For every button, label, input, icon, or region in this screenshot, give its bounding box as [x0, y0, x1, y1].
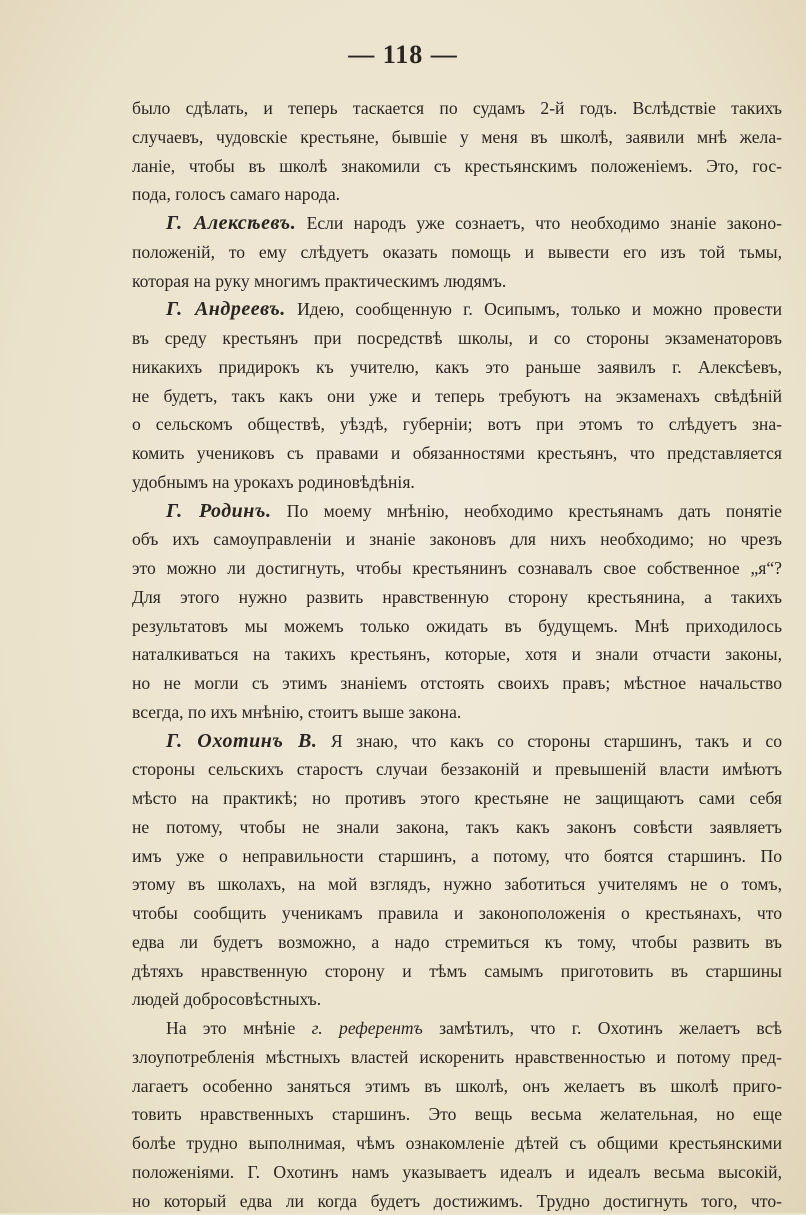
line-text: но не могли съ этимъ знаніемъ отстоять своихъ правъ; мѣстное начальство	[132, 673, 782, 693]
line-text: дѣтяхъ нравственную сторону и тѣмъ самымъ приготовить въ старшины	[132, 961, 782, 981]
line-text: лагаетъ особенно заняться этимъ въ школѣ, онъ желаетъ въ школѣ приго-	[132, 1076, 782, 1096]
text-line	[132, 640, 782, 669]
text-line	[132, 468, 782, 497]
italic-text: г. референтъ	[312, 1018, 423, 1038]
text-line	[132, 353, 782, 382]
line-text: товить нравственныхъ старшинъ. Это вещь весьма желательная, но еще	[132, 1104, 782, 1124]
line-text: которая на руку многимъ практическимъ людямъ.	[132, 271, 506, 291]
line-text: было сдѣлать, и теперь таскается по судамъ 2-й годъ. Вслѣдствіе такихъ	[132, 98, 782, 118]
text-line	[132, 698, 782, 727]
line-text: пода, голосъ самаго народа.	[132, 184, 340, 204]
text-line	[132, 295, 782, 324]
speaker-name: Г. Алексѣевъ.	[166, 212, 296, 234]
text-line	[132, 324, 782, 353]
body-text	[132, 94, 782, 1215]
text-line	[132, 1014, 782, 1043]
text-line	[132, 842, 782, 871]
text-line	[132, 1072, 782, 1101]
line-text: На это мнѣніе	[166, 1018, 312, 1038]
line-text: людей добросовѣстныхъ.	[132, 989, 321, 1009]
line-text: Если народъ уже сознаетъ, что необходимо знаніе законо-	[296, 213, 782, 233]
text-line	[132, 583, 782, 612]
line-text: комить учениковъ съ правами и обязанностями крестьянъ, что представляется	[132, 443, 782, 463]
line-text: положеніями. Г. Охотинъ намъ указываетъ идеалъ и идеалъ весьма высокій,	[132, 1162, 782, 1182]
page-number: — 118 —	[0, 40, 806, 70]
text-line	[132, 497, 782, 526]
line-text: наталкиваться на такихъ крестьянъ, которые, хотя и знали отчасти законы,	[132, 644, 782, 664]
line-text: злоупотребленія мѣстныхъ властей искоренить нравственностью и потому пред-	[132, 1047, 782, 1067]
line-text: о сельскомъ обществѣ, уѣздѣ, губерніи; вотъ при этомъ то слѣдуетъ зна-	[132, 414, 782, 434]
text-line	[132, 382, 782, 411]
line-text: Я знаю, что какъ со стороны старшинъ, такъ и со	[317, 731, 782, 751]
text-line	[132, 813, 782, 842]
text-line	[132, 1158, 782, 1187]
line-text: результатовъ мы можемъ только ожидать въ будущемъ. Мнѣ приходилось	[132, 616, 782, 636]
line-text: но который едва ли когда будетъ достижимъ. Трудно достигнуть того, что-	[132, 1191, 782, 1211]
text-line	[132, 267, 782, 296]
line-text: удобнымъ на урокахъ родиновѣдѣнія.	[132, 472, 415, 492]
line-text: Идею, сообщенную г. Осипымъ, только и можно провести	[286, 299, 782, 319]
speaker-name: Г. Андреевъ.	[166, 298, 286, 320]
line-text: этому въ школахъ, на мой взглядъ, нужно заботиться учителямъ не о томъ,	[132, 874, 782, 894]
text-line	[132, 784, 782, 813]
line-text: чтобы сообщить ученикамъ правила и законоположенія о крестьянахъ, что	[132, 903, 782, 923]
line-text: это можно ли достигнуть, чтобы крестьянинъ сознавалъ свое собственное „я“?	[132, 558, 782, 578]
text-line	[132, 957, 782, 986]
speaker-name: Г. Родинъ.	[166, 500, 271, 522]
line-text: всегда, по ихъ мнѣнію, стоитъ выше закона.	[132, 702, 461, 722]
text-line	[132, 1043, 782, 1072]
text-line	[132, 1129, 782, 1158]
text-line	[132, 985, 782, 1014]
text-line	[132, 669, 782, 698]
text-line	[132, 1187, 782, 1215]
line-text: мѣсто на практикѣ; но противъ этого крестьяне не защищаютъ сами себя	[132, 788, 782, 808]
line-text: имъ уже о неправильности старшинъ, а потому, что боятся старшинъ. По	[132, 846, 782, 866]
line-text: болѣе трудно выполнимая, чѣмъ ознакомленіе дѣтей съ общими крестьянскими	[132, 1133, 782, 1153]
text-line	[132, 1100, 782, 1129]
line-text: замѣтилъ, что г. Охотинъ желаетъ всѣ	[423, 1018, 782, 1038]
text-line	[132, 727, 782, 756]
line-text: въ среду крестьянъ при посредствѣ школы, и со стороны экзаменаторовъ	[132, 328, 782, 348]
line-text: случаевъ, чудовскіе крестьяне, бывшіе у меня въ школѣ, заявили мнѣ жела-	[132, 127, 782, 147]
text-line	[132, 755, 782, 784]
text-line	[132, 899, 782, 928]
speaker-name: Г. Охотинъ В.	[166, 730, 317, 752]
line-text: объ ихъ самоуправленіи и знаніе законовъ для нихъ необходимо; но чрезъ	[132, 529, 782, 549]
text-line	[132, 123, 782, 152]
text-line	[132, 928, 782, 957]
line-text: не потому, чтобы не знали закона, такъ какъ законъ совѣсти заявляетъ	[132, 817, 782, 837]
text-line	[132, 554, 782, 583]
text-line	[132, 525, 782, 554]
text-line	[132, 612, 782, 641]
text-line	[132, 180, 782, 209]
line-text: По моему мнѣнію, необходимо крестьянамъ дать понятіе	[271, 501, 782, 521]
line-text: Для этого нужно развить нравственную сторону крестьянина, а такихъ	[132, 587, 782, 607]
text-line	[132, 238, 782, 267]
text-line	[132, 870, 782, 899]
line-text: стороны сельскихъ старостъ случаи беззаконій и превышеній власти имѣютъ	[132, 759, 782, 779]
line-text: положеній, то ему слѣдуетъ оказать помощь и вывести его изъ той тьмы,	[132, 242, 782, 262]
line-text: никакихъ придирокъ къ учителю, какъ это раньше заявилъ г. Алексѣевъ,	[132, 357, 782, 377]
text-line	[132, 439, 782, 468]
text-line	[132, 94, 782, 123]
line-text: ланіе, чтобы въ школѣ знакомили съ крестьянскимъ положеніемъ. Это, гос-	[132, 156, 782, 176]
text-line	[132, 152, 782, 181]
text-line	[132, 209, 782, 238]
line-text: не будетъ, такъ какъ они уже и теперь требуютъ на экзаменахъ свѣдѣній	[132, 386, 782, 406]
text-line	[132, 410, 782, 439]
line-text: едва ли будетъ возможно, а надо стремиться къ тому, чтобы развить въ	[132, 932, 782, 952]
